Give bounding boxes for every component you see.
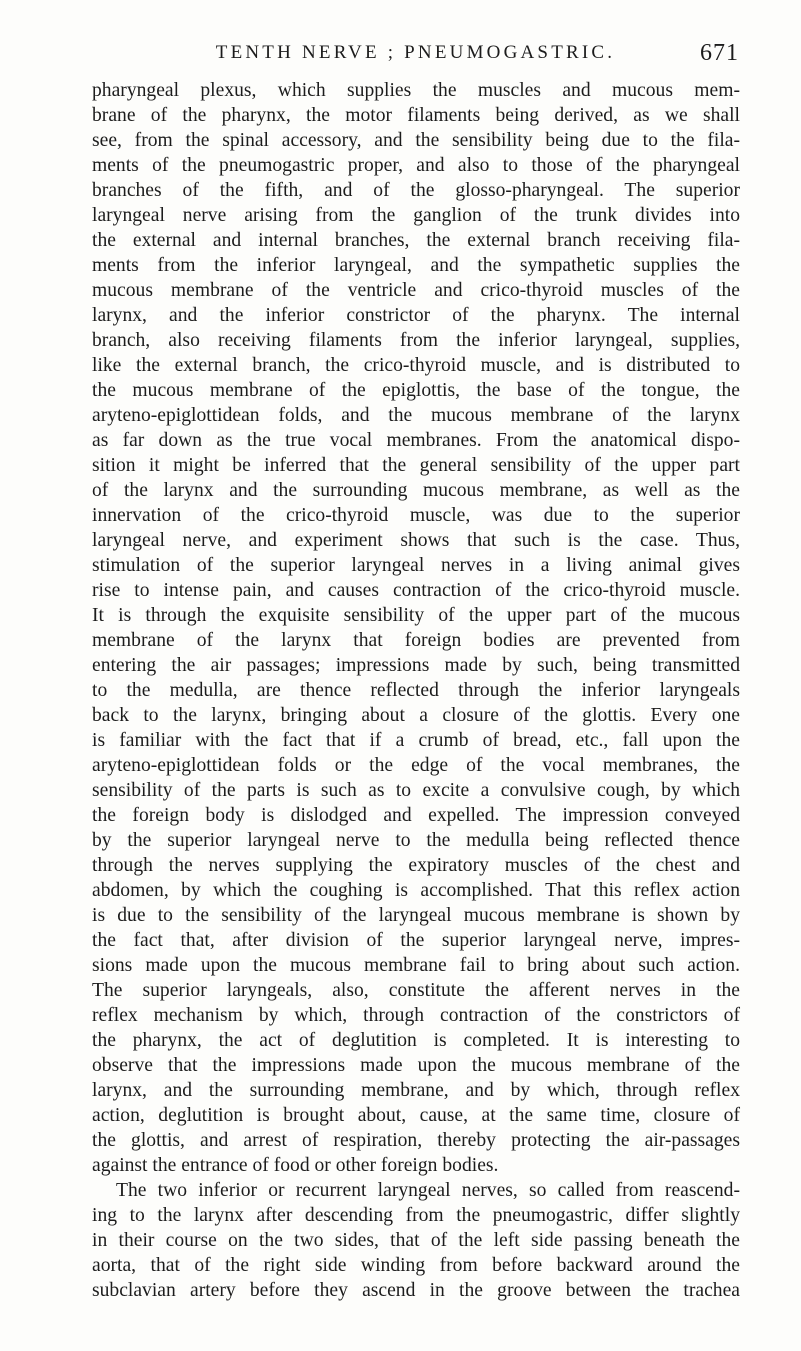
text-line: like the external branch, the crico-thyroid muscle, and is distributed to: [92, 355, 740, 376]
text-line: of the larynx and the surrounding mucous membrane, as well as the: [92, 480, 740, 501]
text-line: ing to the larynx after descending from the pneumogastric, differ slightly: [92, 1205, 740, 1226]
text-line: aorta, that of the right side winding from before backward around the: [92, 1255, 740, 1276]
text-line: as far down as the true vocal membranes. From the anatomical dispo-: [92, 430, 740, 451]
text-line: The superior laryngeals, also, constitute the afferent nerves in the: [92, 980, 740, 1001]
running-title: TENTH NERVE ; PNEUMOGASTRIC.: [215, 42, 616, 63]
paragraph-end-line: against the entrance of food or other foreign bodies.: [92, 1155, 499, 1176]
text-line: mucous membrane of the ventricle and crico-thyroid muscles of the: [92, 280, 740, 301]
body-text: [92, 78, 740, 1303]
text-line: through the nerves supplying the expiratory muscles of the chest and: [92, 855, 740, 876]
text-line: larynx, and the inferior constrictor of the pharynx. The internal: [92, 305, 740, 326]
text-line: the mucous membrane of the epiglottis, the base of the tongue, the: [92, 380, 740, 401]
text-line: back to the larynx, bringing about a closure of the glottis. Every one: [92, 705, 740, 726]
text-line: observe that the impressions made upon the mucous membrane of the: [92, 1055, 740, 1076]
text-line: the external and internal branches, the external branch receiving fila-: [92, 230, 740, 251]
text-line: sensibility of the parts is such as to excite a convulsive cough, by which: [92, 780, 740, 801]
text-line: sition it might be inferred that the general sensibility of the upper part: [92, 455, 740, 476]
text-line: to the medulla, are thence reflected through the inferior laryngeals: [92, 680, 740, 701]
page-number: 671: [700, 40, 739, 66]
text-line: rise to intense pain, and causes contraction of the crico-thyroid muscle.: [92, 580, 740, 601]
text-line: entering the air passages; impressions made by such, being transmitted: [92, 655, 740, 676]
text-line: in their course on the two sides, that of the left side passing beneath the: [92, 1230, 740, 1251]
text-line: brane of the pharynx, the motor filaments being derived, as we shall: [92, 105, 740, 126]
text-line: laryngeal nerve arising from the ganglion of the trunk divides into: [92, 205, 740, 226]
text-line: aryteno-epiglottidean folds or the edge of the vocal membranes, the: [92, 755, 740, 776]
text-line: laryngeal nerve, and experiment shows that such is the case. Thus,: [92, 530, 740, 551]
text-line: the fact that, after division of the superior laryngeal nerve, impres-: [92, 930, 740, 951]
text-line: membrane of the larynx that foreign bodies are prevented from: [92, 630, 740, 651]
text-line: by the superior laryngeal nerve to the medulla being reflected thence: [92, 830, 740, 851]
text-line: larynx, and the surrounding membrane, and by which, through reflex: [92, 1080, 740, 1101]
text-line: is familiar with the fact that if a crumb of bread, etc., fall upon the: [92, 730, 740, 751]
text-line: sions made upon the mucous membrane fail to bring about such action.: [92, 955, 740, 976]
text-line: subclavian artery before they ascend in the groove between the trachea: [92, 1280, 740, 1301]
text-line: action, deglutition is brought about, cause, at the same time, closure of: [92, 1105, 740, 1126]
text-line: see, from the spinal accessory, and the sensibility being due to the fila-: [92, 130, 740, 151]
running-head: [92, 38, 739, 68]
text-line: is due to the sensibility of the laryngeal mucous membrane is shown by: [92, 905, 740, 926]
text-line: reflex mechanism by which, through contraction of the constrictors of: [92, 1005, 740, 1026]
text-line: ments of the pneumogastric proper, and also to those of the pharyngeal: [92, 155, 740, 176]
text-line: branches of the fifth, and of the glosso-pharyngeal. The superior: [92, 180, 740, 201]
text-line: stimulation of the superior laryngeal nerves in a living animal gives: [92, 555, 740, 576]
text-line: the glottis, and arrest of respiration, thereby protecting the air-passages: [92, 1130, 740, 1151]
text-line: ments from the inferior laryngeal, and the sympathetic supplies the: [92, 255, 740, 276]
text-line: the foreign body is dislodged and expelled. The impression conveyed: [92, 805, 740, 826]
text-line: abdomen, by which the coughing is accomplished. That this reflex action: [92, 880, 740, 901]
paragraph-start-line: The two inferior or recurrent laryngeal nerves, so called from reascend-: [116, 1180, 740, 1201]
text-line: aryteno-epiglottidean folds, and the mucous membrane of the larynx: [92, 405, 740, 426]
text-line: branch, also receiving filaments from the inferior laryngeal, supplies,: [92, 330, 740, 351]
text-line: pharyngeal plexus, which supplies the muscles and mucous mem-: [92, 80, 740, 101]
text-line: It is through the exquisite sensibility of the upper part of the mucous: [92, 605, 740, 626]
text-line: innervation of the crico-thyroid muscle, was due to the superior: [92, 505, 740, 526]
text-line: the pharynx, the act of deglutition is completed. It is interesting to: [92, 1030, 740, 1051]
